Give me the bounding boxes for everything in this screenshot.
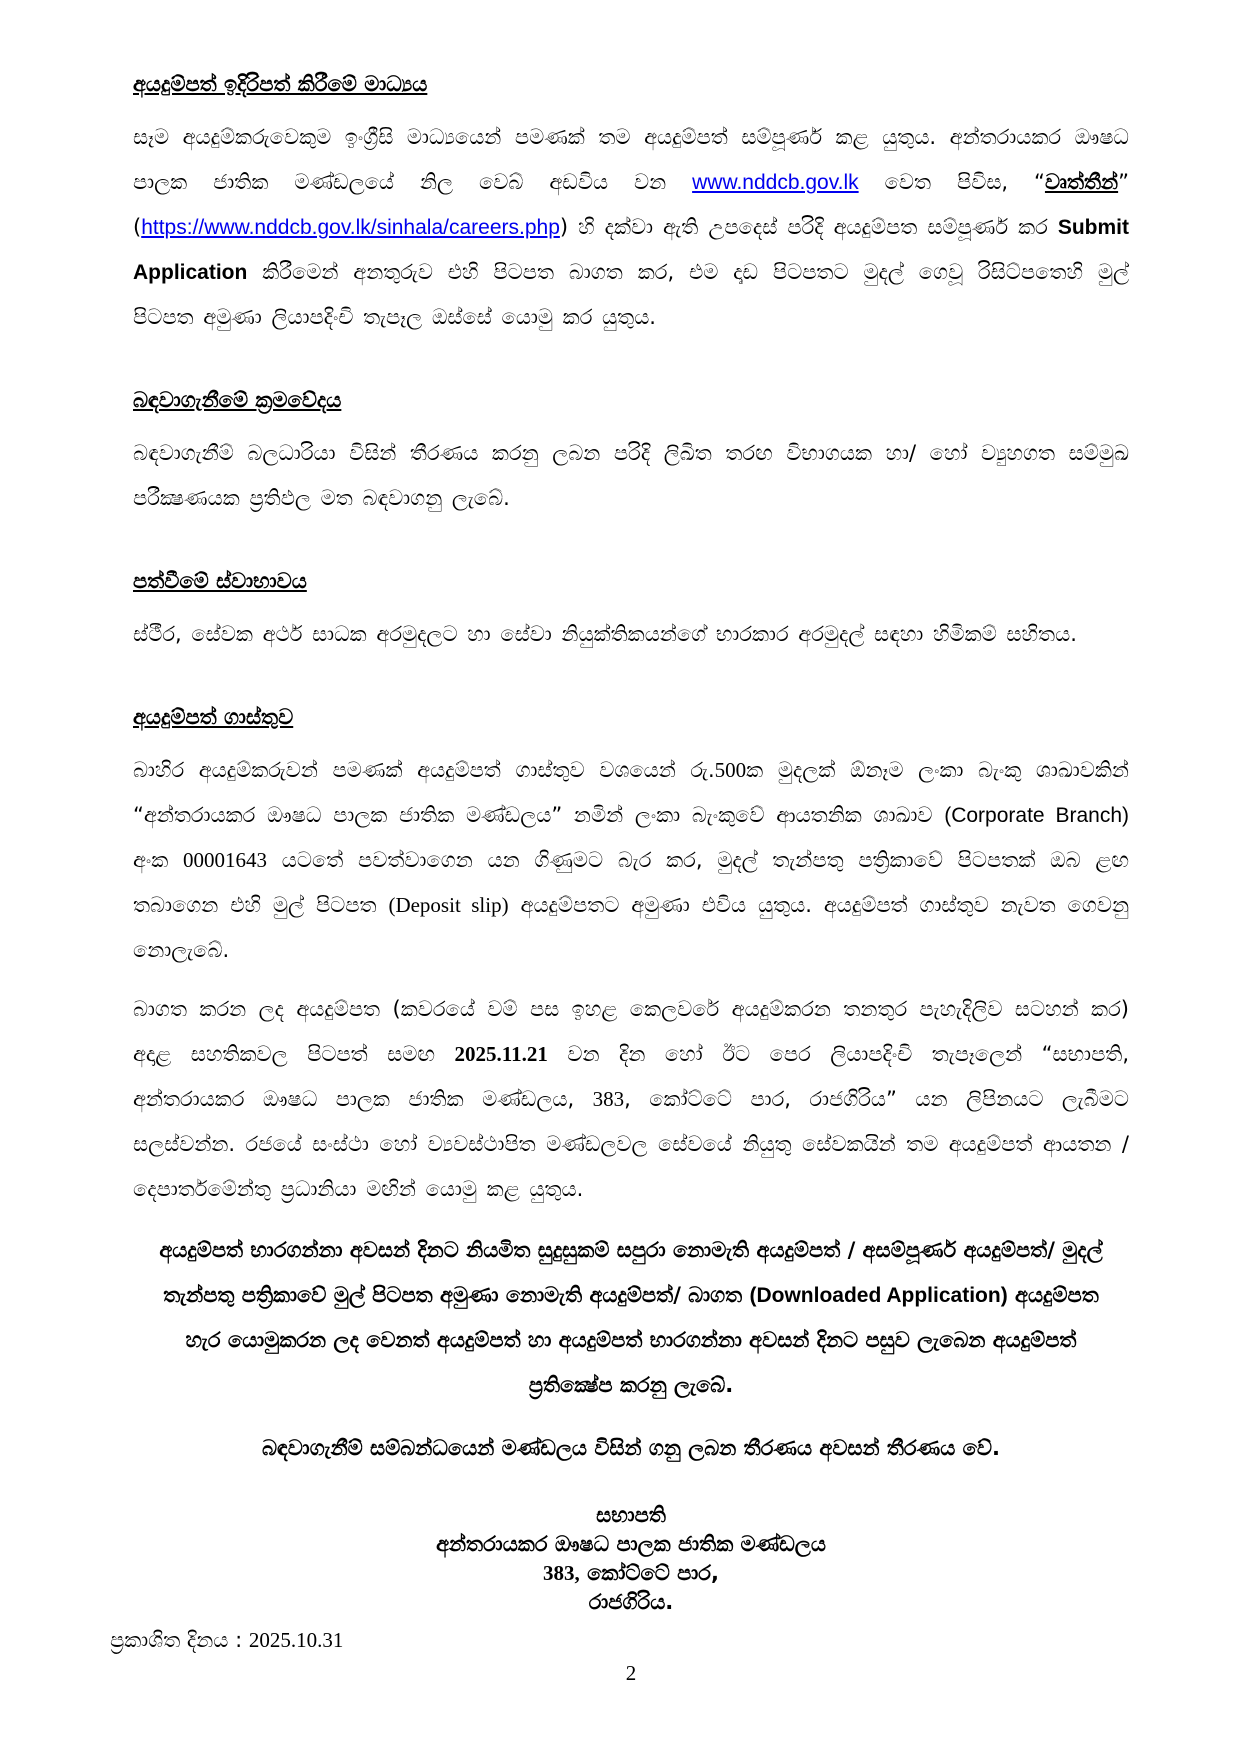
text-segment: යටතේ පවත්වාගෙන යන ගිණුමට බැර කර, මුදල් තැන්පතු පත්‍රිකාවේ පිටපතක් ඔබ ළඟ තබාගෙන එහි මුල් පිටපත bbox=[133, 848, 1129, 917]
heading-recruitment-method: බඳවාගැනීමේ ක්‍රමවේදය bbox=[133, 388, 342, 412]
text-segment: කිරීමෙන් අනතුරුව එහි පිටපත බාගත කර, එම දෘඩ පිටපතට මුදල් ගෙවූ රිසිට්පතෙහි මුල් පිටපත අමුණා ලියාපදිංචි තැපෑල ඔස්සේ යොමු කර යුතුය. bbox=[133, 260, 1129, 329]
published-date-line bbox=[110, 1625, 1129, 1655]
text-segment: බාගත කරන ලද අයදුම්පත (කවරයේ වම් පස ඉහළ කෙලවරේ අයදුම්කරන තනතුර පැහැදිලිව සටහන් කර) අදාළ සහතිකවල පිටපත් සමඟ bbox=[133, 997, 1129, 1066]
careers-word: වෘත්තීන් bbox=[1044, 170, 1119, 194]
para-application-medium bbox=[133, 115, 1129, 340]
text-segment: අංක bbox=[133, 848, 184, 872]
text-segment: බඳවාගැනීම් බලධාරියා විසින් තීරණය කරනු ලබන පරිදි ලිඛිත තරඟ විභාගයක හා/ හෝ ව්‍යුහගත සම්මුඛ පරීක්‍ෂණයක ප්‍රතිඵල මත බඳවාගනු ලැබේ. bbox=[133, 441, 1129, 510]
signature-street bbox=[133, 1559, 1129, 1588]
notice-rejection bbox=[133, 1228, 1129, 1408]
text-segment: , කෝට්ටේ පාර, රාජගිරිය” යන ලිපිනයට ලැබීමට සලස්වන්න. රජයේ සංස්ථා හෝ ව්‍යවස්ථාපිත මණ්ඩලවල සේවයේ නියුතු සේවකයින් තම අයදුම්පත් ආයතන /දෙපාර්තමේන්තු ප්‍රධානියා මඟින් යොමු කළ යුතුය. bbox=[133, 1087, 1129, 1201]
para-application-fee bbox=[133, 748, 1129, 973]
text-segment: ” ( bbox=[133, 170, 1129, 239]
notice-final-decision bbox=[133, 1426, 1129, 1471]
text-segment: සෑම අයදුම්කරුවෙකුම ඉංග්‍රීසි මාධ්‍යයෙන් පමණක් තම අයදුම්පත් සම්පූර්ණ කළ යුතුය. අන්තරායකර ඖෂධ පාලක ජාතික මණ්ඩලයේ නිල වෙබ් අඩවිය වන bbox=[133, 125, 1129, 194]
submit-application-label: Submit Application bbox=[133, 216, 1129, 284]
downloaded-application-label: (Downloaded Application) bbox=[749, 1284, 1008, 1307]
deposit-slip-label: (Deposit slip) bbox=[388, 893, 509, 917]
para-recruitment-method bbox=[133, 431, 1129, 521]
closing-date: 2025.11.21 bbox=[454, 1042, 548, 1066]
para-appointment-nature bbox=[133, 612, 1129, 657]
text-segment: බඳවාගැනීම් සම්බන්ධයෙන් මණ්ඩලය විසින් ගනු ලබන තීරණය අවසන් තීරණය වේ. bbox=[261, 1436, 1000, 1460]
text-segment: වන දින හෝ ඊට පෙර ලියාපදිංචි තැපෑලෙන් “සභාපති, අන්තරායකර ඖෂධ පාලක ජාතික මණ්ඩලය, bbox=[133, 1042, 1130, 1111]
text-segment: අයදුම්පතට අමුණා එවිය යුතුය. අයදුම්පත් ගාස්තුව නැවත ගෙවනු නොලැබේ. bbox=[133, 893, 1130, 962]
text-segment: ස්ථීර, සේවක අර්ථ සාධක අරමුදලට හා සේවා නියුක්තිකයන්ගේ භාරකාර අරමුදල් සඳහා හිමිකම් සහිතය. bbox=[133, 622, 1077, 646]
signature-street-number: 383, bbox=[543, 1561, 580, 1585]
text-segment: ක මුදලක් ඕනෑම ලංකා බැංකු ශාඛාවකින් “අන්තරායකර ඖෂධ පාලක ජාතික මණ්ඩලය” නමින් ලංකා බැංකුවේ ආයතනික ශාඛාව bbox=[133, 758, 1129, 827]
text-segment: වෙත පිවිස, “ bbox=[858, 170, 1045, 194]
text-segment: අයදුම්පත හැර යොමුකරන ලද වෙනත් අයදුම්පත් හා අයදුම්පත් භාරගන්නා අවසන් දිනට පසුව ලැබෙන අයදුම්පත් ප්‍රතික්‍ෂේප කරනු ලැබේ. bbox=[185, 1283, 1099, 1397]
heading-application-fee: අයදුම්පත් ගාස්තුව bbox=[133, 705, 294, 729]
signature-block bbox=[133, 1501, 1129, 1617]
page-number: 2 bbox=[625, 1661, 637, 1685]
fee-amount: 500 bbox=[714, 758, 747, 782]
text-segment: ප්‍රකාශිත දිනය : bbox=[110, 1628, 249, 1652]
para-submission-instructions bbox=[133, 987, 1129, 1212]
corporate-branch-label: (Corporate Branch) bbox=[944, 804, 1129, 827]
text-segment: කෝට්ටේ පාර, bbox=[579, 1561, 719, 1585]
signature-organization: අන්තරායකර ඖෂධ පාලක ජාතික මණ්ඩලය bbox=[436, 1532, 826, 1556]
careers-page-link[interactable]: https://www.nddcb.gov.lk/sinhala/careers.php bbox=[141, 216, 560, 239]
signature-city: රාජගිරිය. bbox=[588, 1590, 674, 1614]
nddcb-website-link[interactable]: www.nddcb.gov.lk bbox=[692, 171, 859, 194]
heading-application-medium: අයදුම්පත් ඉදිරිපත් කිරීමේ මාධ්‍යය bbox=[133, 72, 428, 96]
heading-appointment-nature: පත්වීමේ ස්වාභාවය bbox=[133, 569, 307, 593]
account-number: 00001643 bbox=[183, 848, 268, 872]
text-segment: ) හි දක්වා ඇති උපදෙස් පරිදි අයදුම්පත සම්පූර්ණ කර bbox=[559, 215, 1058, 239]
signature-title: සභාපති bbox=[596, 1503, 666, 1527]
text-segment: බාහිර අයදුම්කරුවන් පමණක් අයදුම්පත් ගාස්තුව වශයෙන් රු. bbox=[133, 758, 715, 782]
street-number: 383 bbox=[592, 1087, 625, 1111]
text-segment: අයදුම්පත් භාරගන්නා අවසන් දිනට නියමිත සුදුසුකම් සපුරා නොමැති අයදුම්පත් / අසම්පූර්ණ අයදුම්පත්/ මුදල් තැන්පතු පත්‍රිකාවේ මුල් පිටපත අමුණා නොමැති අයදුම්පත්/ බාගත bbox=[159, 1238, 1103, 1307]
published-date-value: 2025.10.31 bbox=[248, 1628, 344, 1652]
